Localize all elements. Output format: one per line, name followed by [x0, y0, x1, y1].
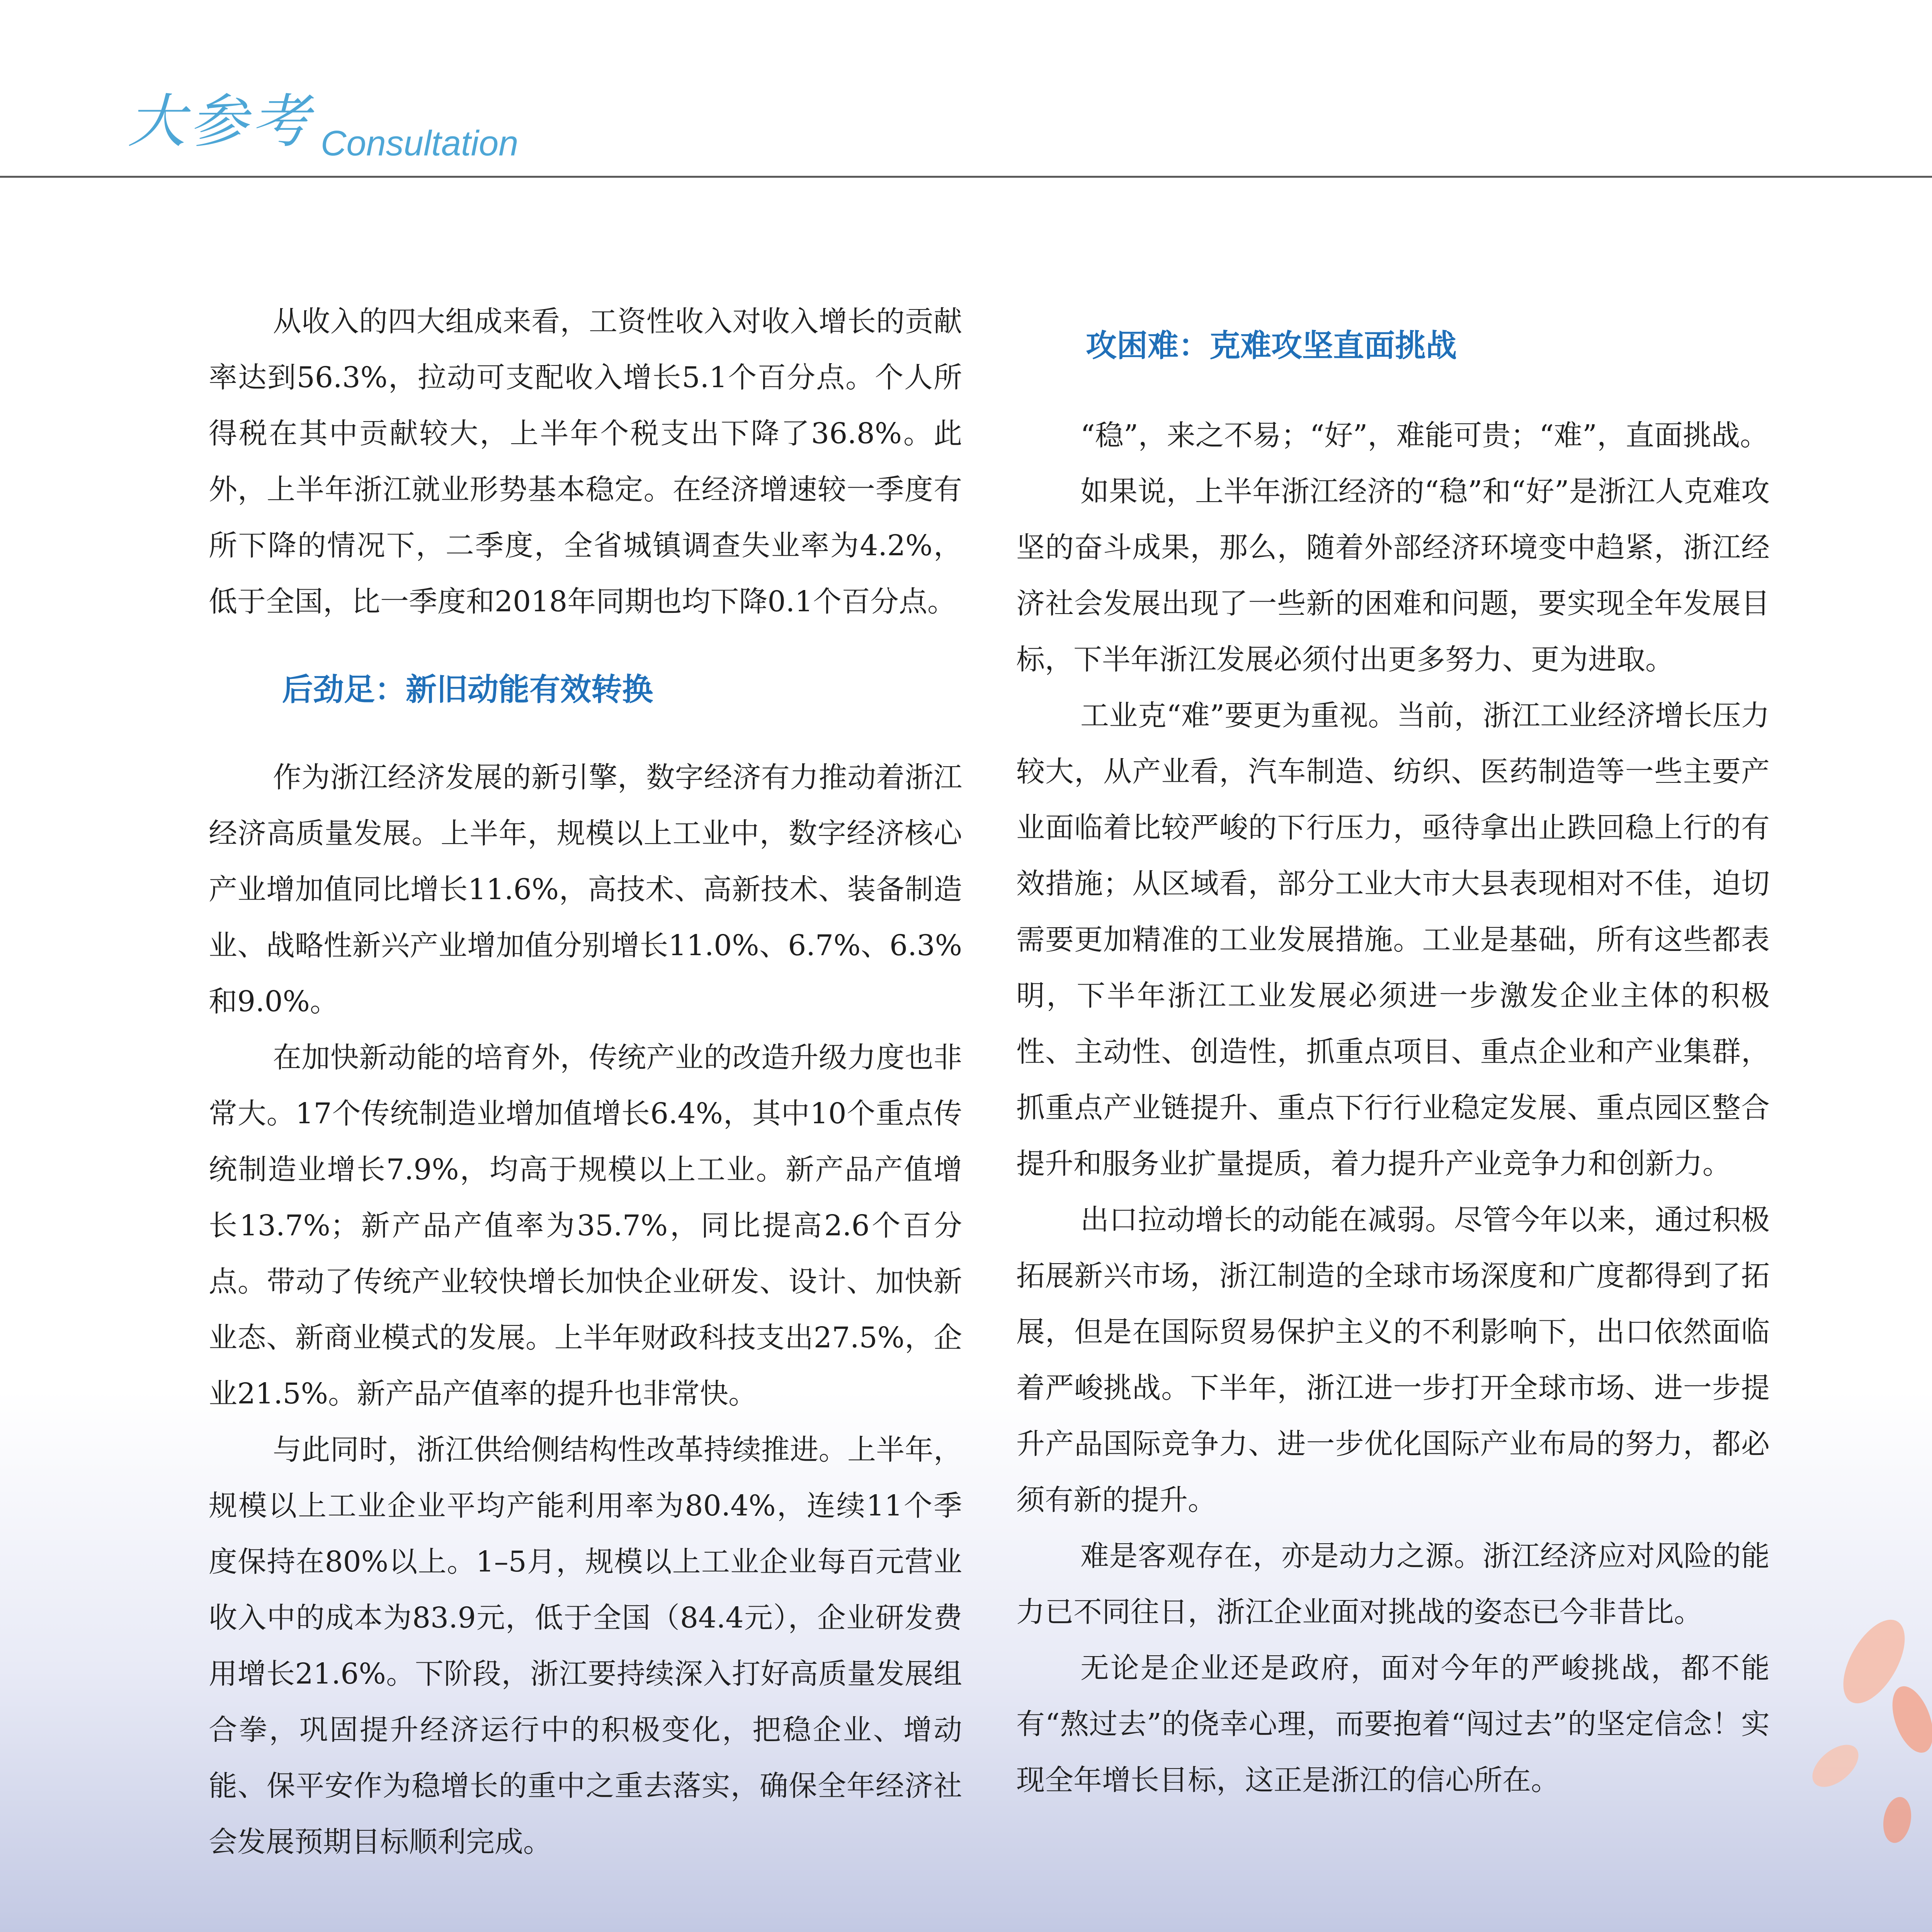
right-paragraph-6: 无论是企业还是政府，面对今年的严峻挑战，都不能有“熬过去”的侥幸心理，而要抱着“闯过去”的坚定信念！实现全年增长目标，这正是浙江的信心所在。: [1016, 1651, 1770, 1797]
left-paragraph-3: 在加快新动能的培育外，传统产业的改造升级力度也非常大。17个传统制造业增加值增长6.4%，其中10个重点传统制造业增长7.9%，均高于规模以上工业。新产品产值增长13.7%；新产品产值率为35.7%，同比提高2.6个百分点。带动了传统产业较快增长加快企业研发、设计、加快新业态、新商业模式的发展。上半年财政科技支出27.5%，企业21.5%。新产品产值率的提升也非常快。: [209, 1041, 962, 1410]
section-heading-challenges: 攻困难：克难攻坚直面挑战: [1086, 328, 1457, 364]
right-paragraph-5: 难是客观存在，亦是动力之源。浙江经济应对风险的能力已不同往日，浙江企业面对挑战的姿态已今非昔比。: [1016, 1539, 1770, 1629]
left-paragraph-1: 从收入的四大组成来看，工资性收入对收入增长的贡献率达到56.3%，拉动可支配收入增长5.1个百分点。个人所得税在其中贡献较大，上半年个税支出下降了36.8%。此外，上半年浙江就业形势基本稳定。在经济增速较一季度有所下降的情况下，二季度，全省城镇调查失业率为4.2%，低于全国，比一季度和2018年同期也均下降0.1个百分点。: [209, 305, 962, 618]
right-column: [1016, 294, 1770, 1808]
petal-decoration-icon: [1758, 1604, 1932, 1874]
header-divider: [0, 176, 1932, 178]
left-column: [209, 294, 962, 1870]
right-paragraph-1: “稳”，来之不易；“好”，难能可贵；“难”，直面挑战。: [1080, 419, 1769, 452]
left-paragraph-2: 作为浙江经济发展的新引擎，数字经济有力推动着浙江经济高质量发展。上半年，规模以上工业中，数字经济核心产业增加值同比增长11.6%，高技术、高新技术、装备制造业、战略性新兴产业增加值分别增长11.0%、6.7%、6.3%和9.0%。: [209, 761, 962, 1018]
section-heading-momentum: 后劲足：新旧动能有效转换: [282, 672, 653, 707]
page-header: [0, 0, 1932, 182]
brand-title-en: Consultation: [321, 124, 519, 163]
left-paragraph-4: 与此同时，浙江供给侧结构性改革持续推进。上半年，规模以上工业企业平均产能利用率为80.4%，连续11个季度保持在80%以上。1–5月，规模以上工业企业每百元营业收入中的成本为83.9元，低于全国（84.4元），企业研发费用增长21.6%。下阶段，浙江要持续深入打好高质量发展组合拳，巩固提升经济运行中的积极变化，把稳企业、增动能、保平安作为稳增长的重中之重去落实，确保全年经济社会发展预期目标顺利完成。: [209, 1433, 962, 1859]
brand-title-cn: 大参考: [128, 88, 313, 155]
right-paragraph-4: 出口拉动增长的动能在减弱。尽管今年以来，通过积极拓展新兴市场，浙江制造的全球市场深度和广度都得到了拓展，但是在国际贸易保护主义的不利影响下，出口依然面临着严峻挑战。下半年，浙江进一步打开全球市场、进一步提升产品国际竞争力、进一步优化国际产业布局的努力，都必须有新的提升。: [1016, 1203, 1770, 1517]
city-skyline-image: [0, 1893, 1932, 1932]
right-paragraph-3: 工业克“难”要更为重视。当前，浙江工业经济增长压力较大，从产业看，汽车制造、纺织、医药制造等一些主要产业面临着比较严峻的下行压力，亟待拿出止跌回稳上行的有效措施；从区域看，部分工业大市大县表现相对不佳，迫切需要更加精准的工业发展措施。工业是基础，所有这些都表明，下半年浙江工业发展必须进一步激发企业主体的积极性、主动性、创造性，抓重点项目、重点企业和产业集群，抓重点产业链提升、重点下行行业稳定发展、重点园区整合提升和服务业扩量提质，着力提升产业竞争力和创新力。: [1016, 699, 1770, 1180]
right-paragraph-2: 如果说，上半年浙江经济的“稳”和“好”是浙江人克难攻坚的奋斗成果，那么，随着外部经济环境变中趋紧，浙江经济社会发展出现了一些新的困难和问题，要实现全年发展目标，下半年浙江发展必须付出更多努力、更为进取。: [1016, 475, 1770, 676]
